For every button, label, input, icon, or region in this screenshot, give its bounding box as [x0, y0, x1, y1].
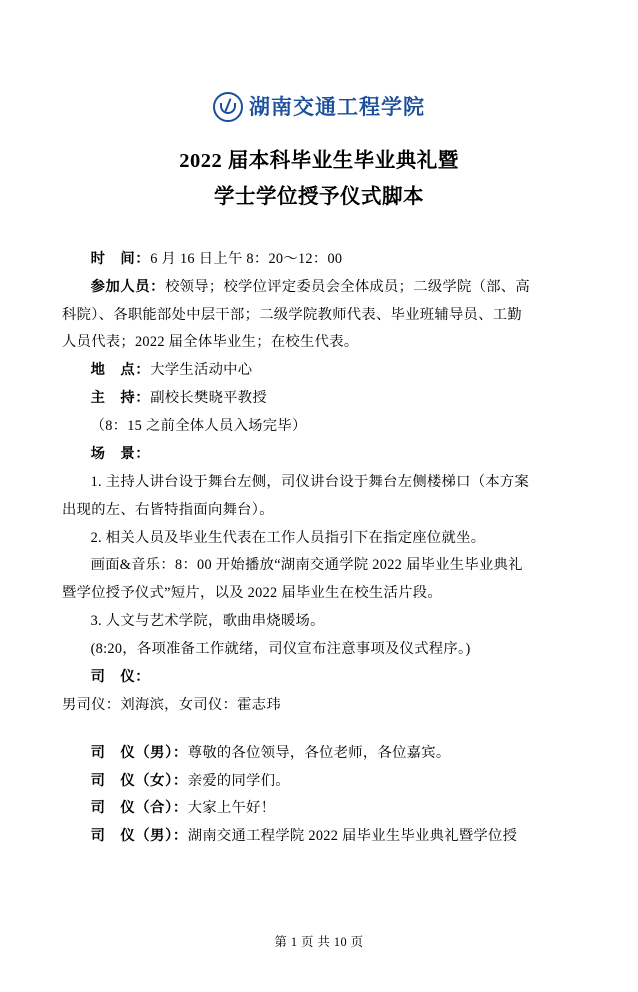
paragraph-text: 暨学位授予仪式”短片，以及 2022 届毕业生在校生活片段。	[62, 585, 442, 602]
paragraph-text: 人员代表；2022 届全体毕业生；在校生代表。	[62, 334, 359, 351]
paragraph-label: 主 持：	[90, 390, 151, 407]
paragraph-text: 科院）、各职能部处中层干部；二级学院教师代表、毕业班辅导员、工勤	[62, 306, 522, 323]
body-paragraph	[62, 385, 576, 413]
document-body	[62, 246, 576, 851]
body-paragraph	[62, 413, 576, 441]
body-paragraph	[62, 246, 576, 274]
body-paragraph	[62, 740, 576, 768]
paragraph-label: 地 点：	[90, 362, 151, 379]
paragraph-text: (8:20，各项准备工作就绪，司仪宣布注意事项及仪式程序。)	[90, 641, 471, 657]
paragraph-text: 1. 主持人讲台设于舞台左侧，司仪讲台设于舞台左侧楼梯口（本方案	[90, 473, 530, 490]
paragraph-label: 参加人员：	[90, 278, 166, 295]
body-paragraph	[62, 525, 576, 553]
paragraph-label: 场 景：	[90, 445, 151, 462]
page-title-line-1: 2022 届本科毕业生毕业典礼暨	[179, 150, 459, 172]
paragraph-text: 亲爱的同学们。	[187, 772, 290, 789]
university-name: 湖南交通工程学院	[249, 94, 425, 119]
university-logo	[62, 92, 576, 122]
body-paragraph	[62, 823, 576, 851]
paragraph-label: 司 仪（女）：	[90, 772, 188, 789]
paragraph-text: 大学生活动中心	[150, 362, 253, 379]
body-paragraph	[62, 664, 576, 692]
page-title-line-2: 学士学位授予仪式脚本	[214, 185, 424, 208]
paragraph-text: 6 月 16 日上午 8：20～12：00	[150, 250, 343, 267]
paragraph-text: 男司仪：刘海滨，女司仪：霍志玮	[62, 696, 281, 713]
body-paragraph	[62, 357, 576, 385]
body-paragraph	[62, 302, 576, 330]
paragraph-text: 湖南交通工程学院 2022 届毕业生毕业典礼暨学位授	[187, 828, 518, 845]
paragraph-text: 出现的左、右皆特指面向舞台）。	[62, 501, 274, 518]
paragraph-label: 司 仪（男）：	[90, 744, 188, 761]
body-paragraph	[62, 497, 576, 525]
page-title	[62, 144, 576, 216]
paragraph-text: 尊敬的各位领导，各位老师，各位嘉宾。	[187, 744, 451, 761]
body-paragraph	[62, 795, 576, 823]
body-paragraph	[62, 608, 576, 636]
body-paragraph	[62, 692, 576, 720]
body-paragraph	[62, 720, 576, 740]
body-paragraph	[62, 580, 576, 608]
paragraph-text: 2. 相关人员及毕业生代表在工作人员指引下在指定座位就坐。	[90, 529, 486, 546]
paragraph-label: 司 仪（男）：	[90, 828, 188, 845]
paragraph-text: 副校长樊晓平教授	[150, 390, 267, 407]
paragraph-text: 校领导；校学位评定委员会全体成员；二级学院（部、高	[165, 278, 530, 295]
paragraph-text: 大家上午好！	[187, 800, 276, 817]
body-paragraph	[62, 329, 576, 357]
paragraph-label: 时 间：	[90, 250, 151, 267]
body-paragraph	[62, 441, 576, 469]
paragraph-label: 司 仪：	[90, 668, 151, 685]
paragraph-text: 画面&音乐：8：00 开始播放“湖南交通学院 2022 届毕业生毕业典礼	[90, 557, 523, 574]
body-paragraph	[62, 469, 576, 497]
paragraph-label: 司 仪（合）：	[90, 800, 188, 817]
paragraph-text: 3. 人文与艺术学院，歌曲串烧暖场。	[90, 613, 325, 630]
paragraph-text: （8：15 之前全体人员入场完毕）	[90, 418, 307, 434]
document-page	[0, 92, 638, 992]
body-paragraph	[62, 274, 576, 302]
university-emblem-icon	[213, 92, 243, 122]
body-paragraph	[62, 768, 576, 796]
page-footer: 第 1 页 共 10 页	[274, 935, 364, 949]
body-paragraph	[62, 636, 576, 664]
body-paragraph	[62, 552, 576, 580]
